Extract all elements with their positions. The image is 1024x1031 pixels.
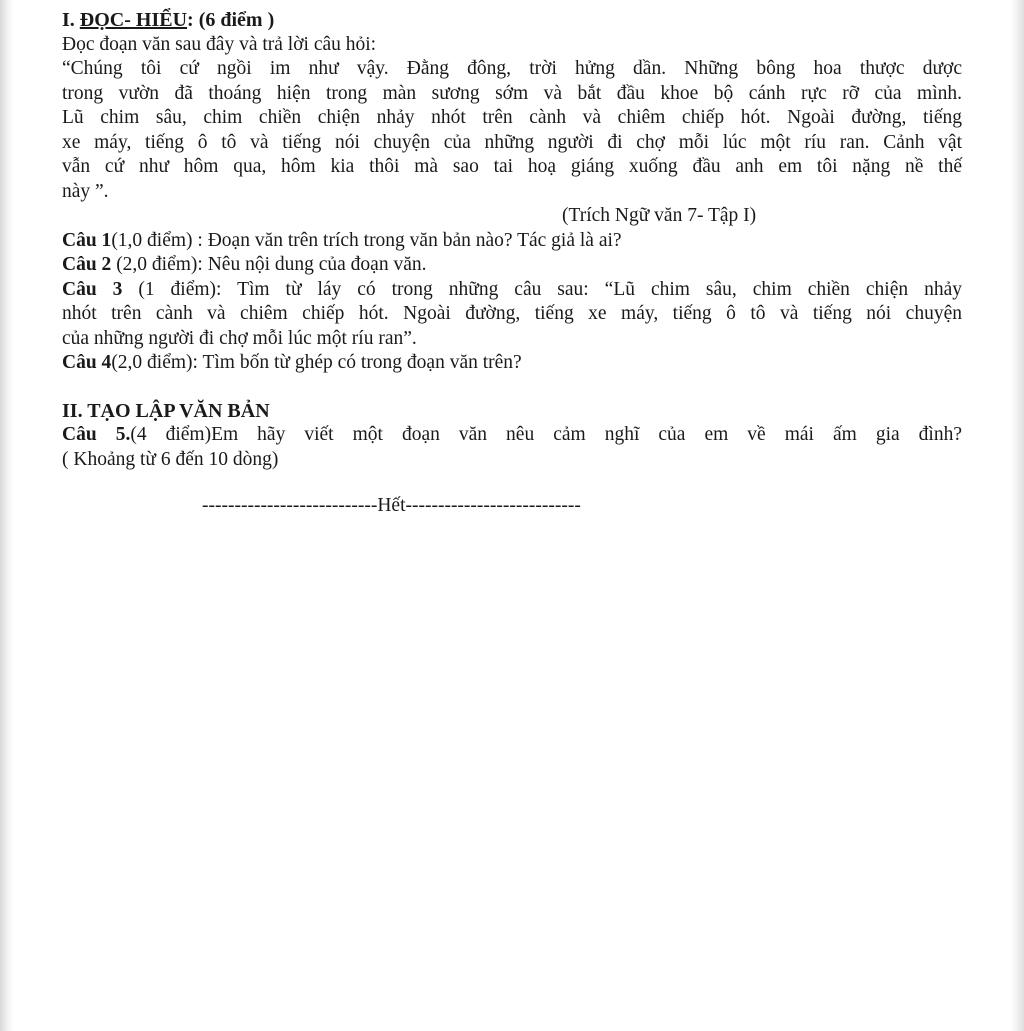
passage-line: này ”. [62, 180, 109, 202]
question-3-continued: của những người đi chợ mỗi lúc một ríu ran”. [62, 327, 417, 349]
question-1-label: Câu 1 [62, 229, 112, 251]
page-edge-left [0, 0, 14, 1031]
question-3-text: (1 điểm): Tìm từ láy có trong những câu sau: “Lũ chim sâu, chim chiền chiện nhảy [122, 278, 962, 300]
passage-line: xe máy, tiếng ô tô và tiếng nói chuyện của những người đi chợ mỗi lúc một ríu ran. Cảnh vật [62, 131, 962, 153]
question-5-text: (4 điểm)Em hãy viết một đoạn văn nêu cảm nghĩ của em về mái ấm gia đình? [130, 424, 962, 445]
question-3-label: Câu 3 [62, 278, 123, 300]
section2-heading: II. TẠO LẬP VĂN BẢN [62, 399, 270, 422]
section1-heading-prefix: I. [62, 9, 80, 31]
passage-citation: (Trích Ngữ văn 7- Tập I) [562, 205, 757, 226]
question-1-text: (1,0 điểm) : Đoạn văn trên trích trong văn bản nào? Tác giả là ai? [111, 229, 622, 251]
passage-line: trong vườn đã thoáng hiện trong màn sương sớm và bắt đầu khoe bộ cánh rực rỡ của mình. [62, 82, 962, 104]
passage-line: Lũ chim sâu, chim chiền chiện nhảy nhót trên cành và chiêm chiếp hót. Ngoài đường, tiếng [62, 107, 962, 128]
passage-line: “Chúng tôi cứ ngồi im như vậy. Đằng đông, trời hửng dần. Những bông hoa thược dược [62, 58, 962, 79]
section1-heading [62, 8, 962, 33]
question-5-continued: ( Khoảng từ 6 đến 10 dòng) [62, 448, 279, 470]
passage-line: vẫn cứ như hôm qua, hôm kia thôi mà sao tai hoạ giáng xuống đầu anh em tôi nặng nề thế [62, 156, 962, 177]
section1-instruction: Đọc đoạn văn sau đây và trả lời câu hỏi: [62, 33, 377, 55]
end-marker: ---------------------------Hết--------------------------- [202, 495, 581, 516]
question-4 [62, 351, 962, 376]
question-3 [62, 278, 962, 303]
question-1 [62, 229, 962, 254]
question-4-text: (2,0 điểm): Tìm bốn từ ghép có trong đoạn văn trên? [111, 352, 522, 373]
question-5 [62, 423, 962, 448]
question-2-text: (2,0 điểm): Nêu nội dung của đoạn văn. [111, 254, 427, 275]
question-2 [62, 253, 962, 278]
section1-heading-suffix: : (6 điểm ) [187, 9, 275, 31]
question-3-continued: nhót trên cành và chiêm chiếp hót. Ngoài đường, tiếng xe máy, tiếng ô tô và tiếng nói chuyện [62, 303, 962, 324]
question-5-label: Câu 5. [62, 424, 131, 445]
question-2-label: Câu 2 [62, 254, 112, 275]
document-content [62, 8, 962, 538]
section1-heading-underlined: ĐỌC- HIỂU [79, 9, 188, 31]
page-edge-right [1010, 0, 1024, 1031]
question-4-label: Câu 4 [62, 352, 112, 373]
